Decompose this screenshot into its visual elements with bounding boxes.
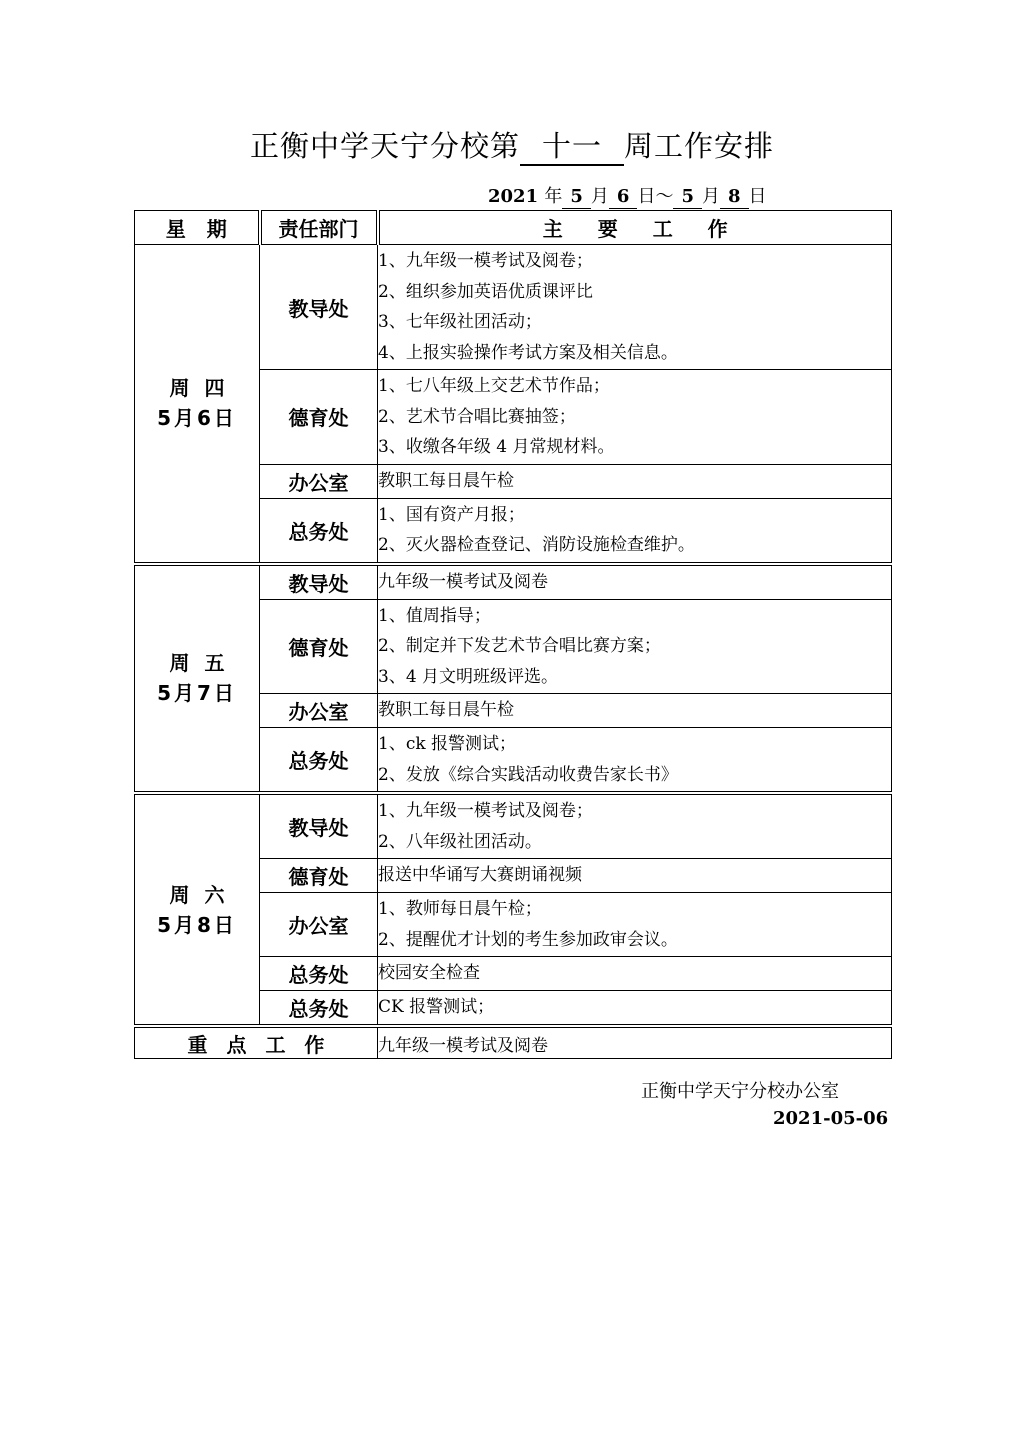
work-item: 2、组织参加英语优质课评比: [378, 281, 593, 302]
dept-cell: 办公室: [260, 464, 378, 498]
work-cell: [378, 370, 892, 465]
dept-cell: 总务处: [260, 957, 378, 991]
work-item: 1、九年级一模考试及阅卷；: [378, 251, 593, 271]
dept-cell: 教导处: [260, 245, 378, 370]
day-date: 5月8日: [157, 912, 237, 937]
dept-cell: 总务处: [260, 728, 378, 794]
month-unit: 月: [590, 186, 609, 207]
work-item: 报送中华诵写大赛朗诵视频: [378, 865, 582, 886]
weekday: 周 六: [169, 882, 225, 907]
start-day: 6: [609, 186, 638, 209]
day-unit: 日: [637, 186, 656, 207]
work-cell: [378, 245, 892, 370]
work-item: 1、国有资产月报；: [378, 504, 525, 525]
day-date: 5月6日: [157, 406, 237, 431]
start-month: 5: [562, 186, 591, 209]
work-cell: [378, 564, 892, 600]
work-item: 1、教师每日晨午检；: [378, 899, 542, 919]
work-item: 校园安全检查: [378, 963, 480, 984]
title-prefix: 正衡中学天宁分校第: [249, 129, 520, 163]
schedule-body: [135, 245, 892, 1027]
weekday: 周 四: [169, 376, 225, 401]
work-item: 3、七年级社团活动；: [378, 312, 542, 332]
dept-cell: 总务处: [260, 991, 378, 1027]
work-cell: [378, 957, 892, 991]
work-item: 2、八年级社团活动。: [378, 831, 542, 852]
work-item: 3、4 月文明班级评选。: [378, 666, 559, 687]
work-item: 1、七八年级上交艺术节作品；: [378, 376, 610, 396]
work-item: 1、值周指导；: [378, 605, 491, 626]
dept-cell: 办公室: [260, 694, 378, 728]
header-work: 主 要 工 作: [378, 211, 892, 245]
tilde: ～: [655, 186, 674, 207]
key-work-text: 九年级一模考试及阅卷: [378, 1026, 892, 1059]
work-cell: [378, 694, 892, 728]
footer-date: 2021-05-06: [773, 1108, 889, 1129]
year-unit: 年: [544, 186, 563, 207]
work-cell: [378, 991, 892, 1027]
header-dept: 责任部门: [260, 211, 378, 245]
work-item: 教职工每日晨午检: [378, 470, 514, 491]
schedule-row: [135, 564, 892, 600]
work-item: 2、发放《综合实践活动收费告家长书》: [378, 764, 678, 785]
key-work-label: 重 点 工 作: [135, 1026, 378, 1059]
day-date: 5月7日: [157, 681, 237, 706]
header-day: 星 期: [135, 211, 260, 245]
work-item: 1、九年级一模考试及阅卷；: [378, 801, 593, 821]
footer-office: 正衡中学天宁分校办公室: [641, 1081, 839, 1102]
work-cell: [378, 793, 892, 859]
work-item: CK 报警测试；: [378, 997, 495, 1018]
month-unit: 月: [701, 186, 720, 207]
day-cell: [135, 564, 260, 794]
work-cell: [378, 464, 892, 498]
work-item: 2、艺术节合唱比赛抽签；: [378, 406, 576, 427]
work-item: 3、收缴各年级 4 月常规材料。: [378, 437, 615, 457]
date-year: 2021: [488, 186, 539, 207]
dept-cell: 德育处: [260, 599, 378, 694]
page-title: [0, 124, 1024, 166]
work-cell: [378, 599, 892, 694]
end-day: 8: [720, 186, 749, 209]
schedule-row: [135, 245, 892, 370]
work-cell: [378, 498, 892, 564]
work-cell: [378, 859, 892, 893]
end-month: 5: [673, 186, 702, 209]
date-range: [488, 182, 767, 209]
work-item: 4、上报实验操作考试方案及相关信息。: [378, 342, 678, 363]
work-cell: [378, 728, 892, 794]
day-cell: [135, 245, 260, 564]
day-cell: [135, 793, 260, 1026]
work-item: 教职工每日晨午检: [378, 700, 514, 721]
dept-cell: 教导处: [260, 564, 378, 600]
day-unit: 日: [748, 186, 767, 207]
schedule-table: [134, 210, 892, 1059]
schedule-row: [135, 793, 892, 859]
dept-cell: 德育处: [260, 370, 378, 465]
weekday: 周 五: [169, 651, 225, 676]
dept-cell: 办公室: [260, 893, 378, 957]
work-item: 1、ck 报警测试；: [378, 734, 517, 754]
work-item: 2、灭火器检查登记、消防设施检查维护。: [378, 535, 695, 555]
work-item: 2、制定并下发艺术节合唱比赛方案；: [378, 636, 661, 656]
work-item: 2、提醒优才计划的考生参加政审会议。: [378, 929, 678, 950]
title-suffix: 周工作安排: [624, 129, 775, 163]
dept-cell: 教导处: [260, 793, 378, 859]
work-cell: [378, 893, 892, 957]
work-item: 九年级一模考试及阅卷: [378, 571, 548, 592]
week-number: 十一: [520, 128, 624, 166]
dept-cell: 总务处: [260, 498, 378, 564]
dept-cell: 德育处: [260, 859, 378, 893]
